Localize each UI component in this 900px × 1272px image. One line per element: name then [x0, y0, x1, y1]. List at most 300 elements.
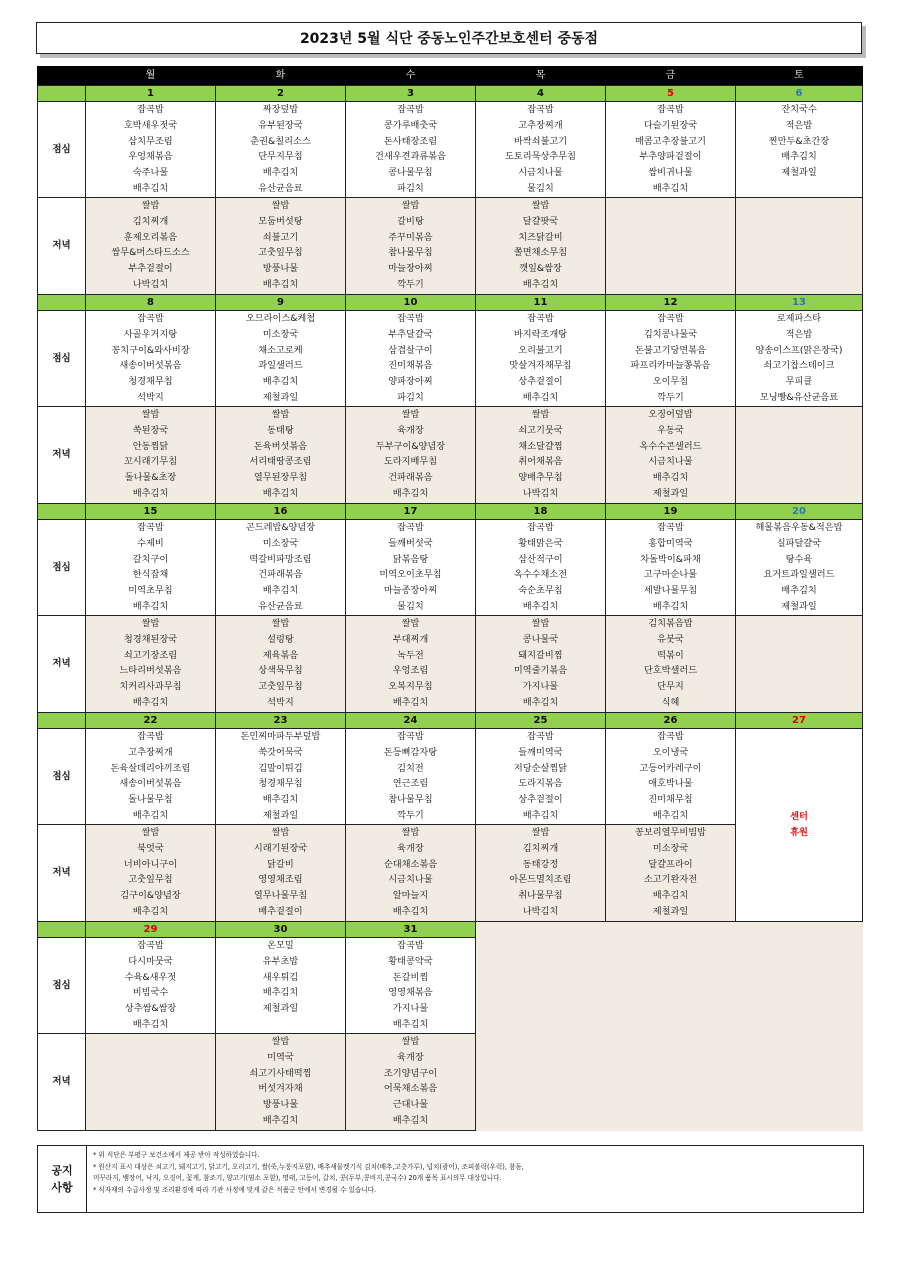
menu-item: 배추김치	[262, 376, 299, 388]
menu-item: 잡곡밥	[657, 313, 684, 324]
date-row	[38, 922, 863, 938]
menu-item: 녹두전	[397, 649, 424, 661]
menu-item: 건파래볶음	[388, 472, 433, 484]
lunch-label: 점심	[38, 938, 86, 1034]
menu-item: 김구이&양념장	[120, 890, 181, 902]
menu-item: 상추겉절이	[518, 376, 563, 388]
menu-item: 배추김치	[652, 890, 689, 902]
menu-item: 단호박샐러드	[643, 665, 698, 677]
dinner-menu-cell	[346, 1034, 476, 1131]
lunch-menu-cell	[476, 311, 606, 407]
menu-item: 유부초밥	[262, 955, 299, 967]
menu-item: 쌀밥	[141, 200, 160, 211]
menu-item: 쌀밥	[271, 200, 290, 211]
menu-item: 쇠불고기	[262, 231, 299, 243]
menu-item: 석박지	[137, 391, 164, 403]
menu-item: 도라지볶음	[518, 778, 563, 790]
date-cell: 11	[476, 295, 606, 311]
empty-cell	[476, 922, 606, 938]
menu-item: 잡곡밥	[397, 104, 424, 115]
dinner-menu-cell	[736, 616, 863, 713]
menu-item: 돈민찌마파두부덮밥	[240, 731, 321, 742]
menu-item: 안동찜닭	[132, 440, 169, 452]
menu-item: 배추김치	[132, 487, 169, 499]
menu-item: 쌀밥	[401, 1036, 420, 1047]
menu-item: 쌀밥	[401, 200, 420, 211]
menu-item: 쇠고기장조림	[123, 649, 178, 661]
menu-item: 맛살겨자채무침	[509, 360, 572, 372]
dinner-row	[38, 407, 863, 504]
date-cell: 27	[736, 713, 863, 729]
menu-item: 저당순살찜닭	[513, 762, 568, 774]
menu-item: 곤드레밥&양념장	[245, 522, 316, 533]
lunch-menu-cell	[86, 520, 216, 616]
notice-label-line: 공지	[51, 1164, 73, 1177]
date-cell: 6	[736, 86, 863, 102]
menu-item: 삼치무조림	[128, 135, 173, 147]
menu-item: 옥수수콘샐러드	[639, 440, 702, 452]
menu-item: 고춧잎무침	[128, 874, 173, 886]
date-cell: 30	[216, 922, 346, 938]
dinner-menu-cell	[346, 198, 476, 295]
menu-item: 숙주나물	[132, 167, 169, 179]
lunch-menu-cell	[476, 520, 606, 616]
menu-item: 오이무침	[652, 376, 689, 388]
menu-item: 배추김치	[262, 1114, 299, 1126]
menu-item: 김치찌개	[522, 842, 559, 854]
menu-item: 식혜	[661, 696, 680, 708]
menu-item: 청경채무침	[128, 376, 173, 388]
dinner-menu-cell	[606, 198, 736, 295]
empty-cell	[606, 1034, 736, 1131]
menu-item: 진미채볶음	[388, 360, 433, 372]
menu-item: 달걀프라이	[648, 858, 693, 870]
day-header-row	[38, 66, 863, 86]
menu-item: 미역오이초무침	[379, 569, 442, 581]
date-row-corner	[38, 713, 86, 729]
menu-item: 파김치	[397, 391, 424, 403]
menu-item: 고춧잎무침	[258, 681, 303, 693]
date-cell: 2	[216, 86, 346, 102]
dinner-menu-cell	[86, 407, 216, 504]
menu-item: 취나물무침	[518, 890, 563, 902]
date-row-corner	[38, 295, 86, 311]
menu-item: 매콤고추장불고기	[634, 135, 706, 147]
date-row	[38, 713, 863, 729]
menu-item: 깍두기	[397, 809, 424, 821]
menu-item: 배추김치	[522, 391, 559, 403]
menu-item: 시금치나물	[648, 456, 693, 468]
menu-item: 황태맑은국	[518, 537, 563, 549]
menu-item: 양파장아찌	[388, 376, 433, 388]
menu-item: 콩나물무침	[388, 167, 433, 179]
menu-item: 잡곡밥	[397, 940, 424, 951]
menu-item: 갈치구이	[132, 553, 169, 565]
day-header-cell: 수	[346, 66, 476, 86]
menu-item: 배추김치	[262, 585, 299, 597]
menu-item: 부추달걀국	[388, 328, 433, 340]
day-header-cell: 토	[736, 66, 863, 86]
menu-item: 마늘종장아찌	[383, 585, 438, 597]
menu-item: 닭갈비	[267, 858, 294, 870]
menu-item: 상색묵무침	[258, 665, 303, 677]
menu-item: 미소장국	[262, 537, 299, 549]
menu-item: 육개장	[397, 424, 424, 436]
menu-item: 시금치나물	[518, 167, 563, 179]
menu-item: 황태콩약국	[388, 955, 433, 967]
menu-item: 육개장	[397, 842, 424, 854]
menu-item: 쫄면채소무침	[513, 247, 568, 259]
empty-cell	[736, 922, 863, 938]
dinner-label: 저녁	[38, 825, 86, 922]
dinner-menu-cell	[346, 825, 476, 922]
lunch-menu-cell	[346, 102, 476, 198]
date-cell: 26	[606, 713, 736, 729]
notice-box	[37, 1145, 864, 1213]
menu-item: 쇠고기찹스테이크	[763, 360, 835, 372]
menu-item: 나박김치	[522, 905, 559, 917]
menu-item: 적은밥	[785, 328, 813, 340]
menu-item: 오징어덮밥	[648, 409, 693, 420]
dinner-row	[38, 198, 863, 295]
menu-item: 오복지무침	[388, 681, 433, 693]
menu-item: 배추김치	[392, 696, 429, 708]
menu-item: 부추겉절이	[128, 263, 173, 275]
menu-item: 김치볶음밥	[648, 618, 693, 629]
menu-item: 석박지	[267, 696, 294, 708]
notice-label	[38, 1146, 87, 1212]
dinner-menu-cell	[216, 1034, 346, 1131]
menu-item: 잡곡밥	[397, 522, 424, 533]
menu-item: 북엇국	[137, 842, 164, 854]
lunch-menu-cell	[86, 102, 216, 198]
menu-item: 배추김치	[262, 487, 299, 499]
menu-item: 나박김치	[522, 487, 559, 499]
menu-item: 쌀밥	[271, 1036, 290, 1047]
menu-item: 바지락조개탕	[513, 328, 568, 340]
menu-item: 오이냉국	[652, 746, 689, 758]
menu-item: 배추김치	[262, 167, 299, 179]
menu-item: 설렁탕	[267, 633, 294, 645]
lunch-label: 점심	[38, 729, 86, 825]
menu-item: 배추김치	[652, 600, 689, 612]
menu-item: 가지나물	[522, 681, 559, 693]
menu-item: 훈제오리볶음	[123, 231, 178, 243]
menu-item: 열무된장무침	[253, 472, 308, 484]
menu-item: 소고기완자전	[643, 874, 698, 886]
lunch-menu-cell	[216, 729, 346, 825]
date-cell: 22	[86, 713, 216, 729]
menu-item: 양송이스프(맑은장국)	[755, 344, 843, 356]
menu-item: 참나물무침	[388, 247, 433, 259]
menu-item: 잡곡밥	[137, 104, 164, 115]
menu-item: 삼산적구이	[518, 553, 563, 565]
menu-item: 상추쌈&쌈장	[124, 1003, 177, 1015]
date-cell: 3	[346, 86, 476, 102]
lunch-row	[38, 102, 863, 198]
menu-item: 배추김치	[132, 696, 169, 708]
dinner-menu-cell	[86, 1034, 216, 1131]
dinner-menu-cell	[86, 198, 216, 295]
menu-item: 깍두기	[397, 278, 424, 290]
notice-label-line: 사항	[51, 1181, 73, 1194]
lunch-menu-cell	[476, 102, 606, 198]
menu-item: 진미채무침	[648, 794, 693, 806]
menu-item: 청경채무침	[258, 778, 303, 790]
menu-item: 파김치	[397, 182, 424, 194]
menu-item: 쌀밥	[271, 409, 290, 420]
lunch-menu-cell	[606, 729, 736, 825]
menu-item: 찐만두&초간장	[768, 135, 830, 147]
menu-item: 숙순초무침	[518, 585, 563, 597]
menu-item: 영영채조림	[258, 874, 303, 886]
menu-item: 제육볶음	[262, 649, 299, 661]
menu-item: 콩가루배춧국	[383, 119, 438, 131]
dinner-menu-cell	[216, 825, 346, 922]
menu-item: 배추김치	[262, 987, 299, 999]
menu-item: 채소고로케	[258, 344, 303, 356]
menu-item: 과일샐러드	[258, 360, 303, 372]
menu-item: 상추겉절이	[518, 794, 563, 806]
menu-item: 우동국	[657, 424, 684, 436]
menu-item: 비빔국수	[132, 987, 169, 999]
lunch-row	[38, 729, 863, 825]
empty-cell	[606, 938, 736, 1034]
menu-item: 고추장찌개	[128, 746, 173, 758]
menu-item: 돈육버섯볶음	[253, 440, 308, 452]
menu-item: 부대찌개	[392, 633, 429, 645]
menu-item: 미역국	[267, 1051, 294, 1063]
day-header-cell: 화	[216, 66, 346, 86]
menu-item: 잡곡밥	[657, 104, 684, 115]
menu-item: 오므라이스&케첩	[245, 313, 316, 324]
empty-cell	[736, 938, 863, 1034]
menu-item: 새송이버섯볶음	[119, 778, 182, 790]
menu-item: 탕수육	[785, 553, 813, 565]
menu-item: 건새우견과류볶음	[374, 151, 446, 163]
menu-item: 어묵채소볶음	[383, 1083, 438, 1095]
menu-item: 배추김치	[262, 794, 299, 806]
menu-item: 물김치	[527, 182, 554, 194]
notice-body	[87, 1146, 863, 1212]
menu-item: 단무지무침	[258, 151, 303, 163]
menu-item: 나박김치	[132, 278, 169, 290]
lunch-menu-cell	[476, 729, 606, 825]
menu-item: 요거트과일샐러드	[763, 569, 835, 581]
menu-item: 오리불고기	[518, 344, 563, 356]
menu-item: 꽁치구이&와사비장	[111, 344, 190, 356]
menu-item: 바싹쇠불고기	[513, 135, 568, 147]
meal-table	[37, 66, 863, 1131]
menu-item: 콩나물국	[522, 633, 559, 645]
dinner-menu-cell	[606, 616, 736, 713]
menu-item: 배추김치	[132, 809, 169, 821]
menu-item: 모둠버섯탕	[258, 215, 303, 227]
menu-item: 잡곡밥	[657, 522, 684, 533]
lunch-menu-cell	[736, 311, 863, 407]
menu-item: 잡곡밥	[527, 104, 554, 115]
menu-item: 돌나물&초장	[124, 472, 177, 484]
dinner-menu-cell	[216, 616, 346, 713]
menu-item: 고춧잎무침	[258, 247, 303, 259]
menu-item: 배추김치	[392, 1114, 429, 1126]
menu-item: 쌀밥	[271, 618, 290, 629]
menu-item: 잡곡밥	[527, 522, 554, 533]
date-cell: 16	[216, 504, 346, 520]
day-header-cell: 월	[86, 66, 216, 86]
menu-item: 온모밀	[267, 940, 294, 951]
menu-item: 청경채된장국	[123, 633, 178, 645]
lunch-menu-cell	[216, 102, 346, 198]
menu-item: 호박새우젓국	[123, 119, 178, 131]
menu-item: 고추장찌개	[518, 119, 563, 131]
menu-item: 들깨버섯국	[388, 537, 433, 549]
date-cell: 12	[606, 295, 736, 311]
menu-item: 닭볶음탕	[392, 553, 429, 565]
page-title: 2023년 5월 식단 중동노인주간보호센터 중동점	[36, 22, 862, 54]
menu-item: 고등어카레구이	[639, 762, 702, 774]
menu-item: 채소달걀찜	[518, 440, 563, 452]
menu-item: 양배추무침	[518, 472, 563, 484]
date-row-corner	[38, 504, 86, 520]
menu-item: 새송이버섯볶음	[119, 360, 182, 372]
menu-item: 느타리버섯볶음	[119, 665, 182, 677]
empty-cell	[736, 1034, 863, 1131]
menu-item: 무피클	[785, 376, 813, 388]
menu-item: 김치콩나물국	[643, 328, 698, 340]
date-cell: 25	[476, 713, 606, 729]
menu-item: 도라지배무침	[383, 456, 438, 468]
menu-item: 건파래볶음	[258, 569, 303, 581]
menu-item: 돈불고기당면볶음	[634, 344, 706, 356]
menu-item: 잡곡밥	[137, 940, 164, 951]
menu-item: 갈비탕	[397, 215, 424, 227]
menu-item: 김말이튀김	[258, 762, 303, 774]
menu-item: 삼겹살구이	[388, 344, 433, 356]
lunch-label: 점심	[38, 102, 86, 198]
dinner-menu-cell	[476, 616, 606, 713]
menu-item: 도토리묵상추무침	[504, 151, 576, 163]
date-cell: 13	[736, 295, 863, 311]
lunch-menu-cell	[346, 729, 476, 825]
menu-item: 쑥갓어묵국	[258, 746, 303, 758]
menu-item: 동태탕	[267, 424, 294, 436]
menu-item: 수육&새우젓	[124, 971, 177, 983]
menu-item: 배추김치	[522, 696, 559, 708]
date-cell: 8	[86, 295, 216, 311]
holiday-text: 휴원	[790, 827, 808, 838]
menu-item: 배추김치	[132, 182, 169, 194]
menu-item: 치커리사과무침	[119, 681, 182, 693]
menu-item: 잡곡밥	[527, 731, 554, 742]
menu-item: 배추김치	[392, 1018, 429, 1030]
menu-item: 해물볶음우동&적은밥	[755, 522, 843, 533]
date-row	[38, 504, 863, 520]
menu-item: 방풍나물	[262, 263, 299, 275]
menu-item: 잡곡밥	[397, 313, 424, 324]
menu-item: 들깨미역국	[518, 746, 563, 758]
menu-item: 주꾸미볶음	[388, 231, 433, 243]
menu-item: 돌나물무침	[128, 794, 173, 806]
menu-item: 홍합미역국	[648, 537, 693, 549]
menu-item: 제철과일	[262, 809, 299, 821]
menu-item: 너비아니구이	[123, 858, 178, 870]
dinner-menu-cell	[606, 407, 736, 504]
menu-item: 꼬시래기무침	[123, 456, 178, 468]
menu-item: 방풍나물	[262, 1099, 299, 1111]
menu-item: 파프리카마늘쫑볶음	[630, 360, 711, 372]
menu-item: 짜장덮밥	[262, 104, 299, 115]
menu-item: 버섯겨자채	[258, 1083, 303, 1095]
menu-item: 세발나물무침	[643, 585, 698, 597]
menu-item: 잡곡밥	[527, 313, 554, 324]
menu-item: 조기양념구이	[383, 1067, 438, 1079]
menu-item: 잡곡밥	[137, 731, 164, 742]
dinner-menu-cell	[736, 198, 863, 295]
menu-item: 제철과일	[262, 1003, 299, 1015]
menu-item: 차돌박이&파채	[640, 553, 701, 565]
menu-item: 로제파스타	[776, 313, 822, 324]
lunch-menu-cell	[736, 520, 863, 616]
dinner-menu-cell	[476, 407, 606, 504]
dinner-menu-cell	[346, 616, 476, 713]
dinner-row	[38, 616, 863, 713]
notice-line: * 식자재의 수급사정 및 조리환경에 따라 기관 사정에 맞게 같은 식품군 안에서 변경될 수 있습니다.	[93, 1185, 377, 1194]
lunch-menu-cell	[606, 102, 736, 198]
menu-item: 쌀밥	[401, 618, 420, 629]
menu-item: 배추김치	[392, 905, 429, 917]
date-cell: 18	[476, 504, 606, 520]
menu-item: 물김치	[397, 600, 424, 612]
menu-item: 배추김치	[781, 151, 817, 163]
menu-item: 시금치나물	[388, 874, 433, 886]
lunch-menu-cell	[346, 311, 476, 407]
lunch-menu-cell	[736, 102, 863, 198]
menu-item: 영영채볶음	[388, 987, 433, 999]
menu-item: 한식잡채	[132, 569, 169, 581]
menu-item: 마늘장아찌	[388, 263, 433, 275]
dinner-menu-cell	[476, 198, 606, 295]
menu-item: 떡볶이	[657, 649, 684, 661]
menu-item: 춘권&칠리소스	[250, 135, 311, 147]
menu-item: 동태강정	[522, 858, 559, 870]
menu-item: 배추김치	[262, 278, 299, 290]
menu-item: 두부구이&양념장	[375, 440, 446, 452]
date-row	[38, 295, 863, 311]
date-cell: 1	[86, 86, 216, 102]
menu-item: 사골우거지탕	[123, 328, 178, 340]
lunch-row	[38, 311, 863, 407]
menu-item: 다시마뭇국	[128, 955, 173, 967]
date-cell: 17	[346, 504, 476, 520]
date-cell: 15	[86, 504, 216, 520]
menu-item: 쌀밥	[401, 827, 420, 838]
lunch-menu-cell	[216, 520, 346, 616]
menu-item: 돈사태장조림	[383, 135, 438, 147]
menu-item: 배추김치	[781, 585, 817, 597]
menu-item: 시래기된장국	[253, 842, 308, 854]
menu-item: 미역초무침	[128, 585, 173, 597]
menu-item: 참나물무침	[388, 794, 433, 806]
menu-item: 우엉채볶음	[128, 151, 173, 163]
menu-item: 쌀밥	[531, 827, 550, 838]
notice-line: 미꾸라지, 뱀장어, 낙지, 오징어, 꽃게, 참조기, 양고기(염소 포함), 명태, 고등어, 갈치, 콩(두부,콩비지,콩국수) 20개 품목 표시의무 대상입니다.	[93, 1174, 502, 1182]
menu-item: 배추김치	[522, 809, 559, 821]
date-row-corner	[38, 86, 86, 102]
menu-item: 유부된장국	[258, 119, 303, 131]
menu-item: 근대나물	[392, 1099, 429, 1111]
menu-item: 다슬기된장국	[643, 119, 698, 131]
